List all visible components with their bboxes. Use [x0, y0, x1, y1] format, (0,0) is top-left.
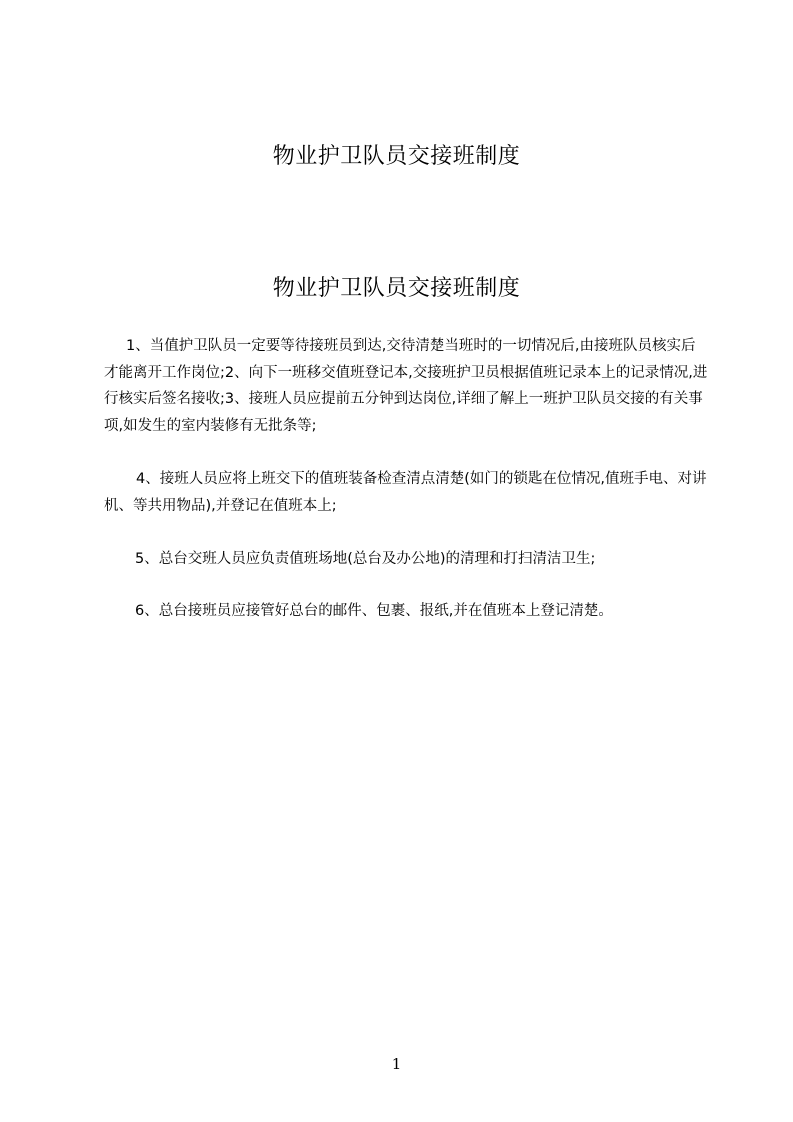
paragraph-rule-5: 5、总台交班人员应负责值班场地(总台及办公地)的清理和打扫清洁卫生; [135, 551, 596, 567]
cover-title: 物业护卫队员交接班制度 [272, 144, 521, 169]
paragraph-rules-1-3: 1、当值护卫队员一定要等待接班员到达,交待清楚当班时的一切情况后,由接班队员核实后才能离开工作岗位;2、向下一班移交值班登记本,交接班护卫员根据值班记录本上的记录情况,进行核实后签名接收;3、接班人员应提前五分钟到达岗位,详细了解上一班护卫队员交接的有关事项,如发生的室内装修有无批条等; [104, 338, 708, 434]
section-title: 物业护卫队员交接班制度 [272, 276, 521, 301]
paragraph-rule-6: 6、总台接班员应接管好总台的邮件、包裹、报纸,并在值班本上登记清楚。 [135, 603, 613, 619]
paragraph-rule-4: 4、接班人员应将上班交下的值班装备检查清点清楚(如门的锁匙在位情况,值班手电、对讲机、等共用物品),并登记在值班本上; [104, 471, 707, 514]
page-number: 1 [391, 1055, 402, 1073]
